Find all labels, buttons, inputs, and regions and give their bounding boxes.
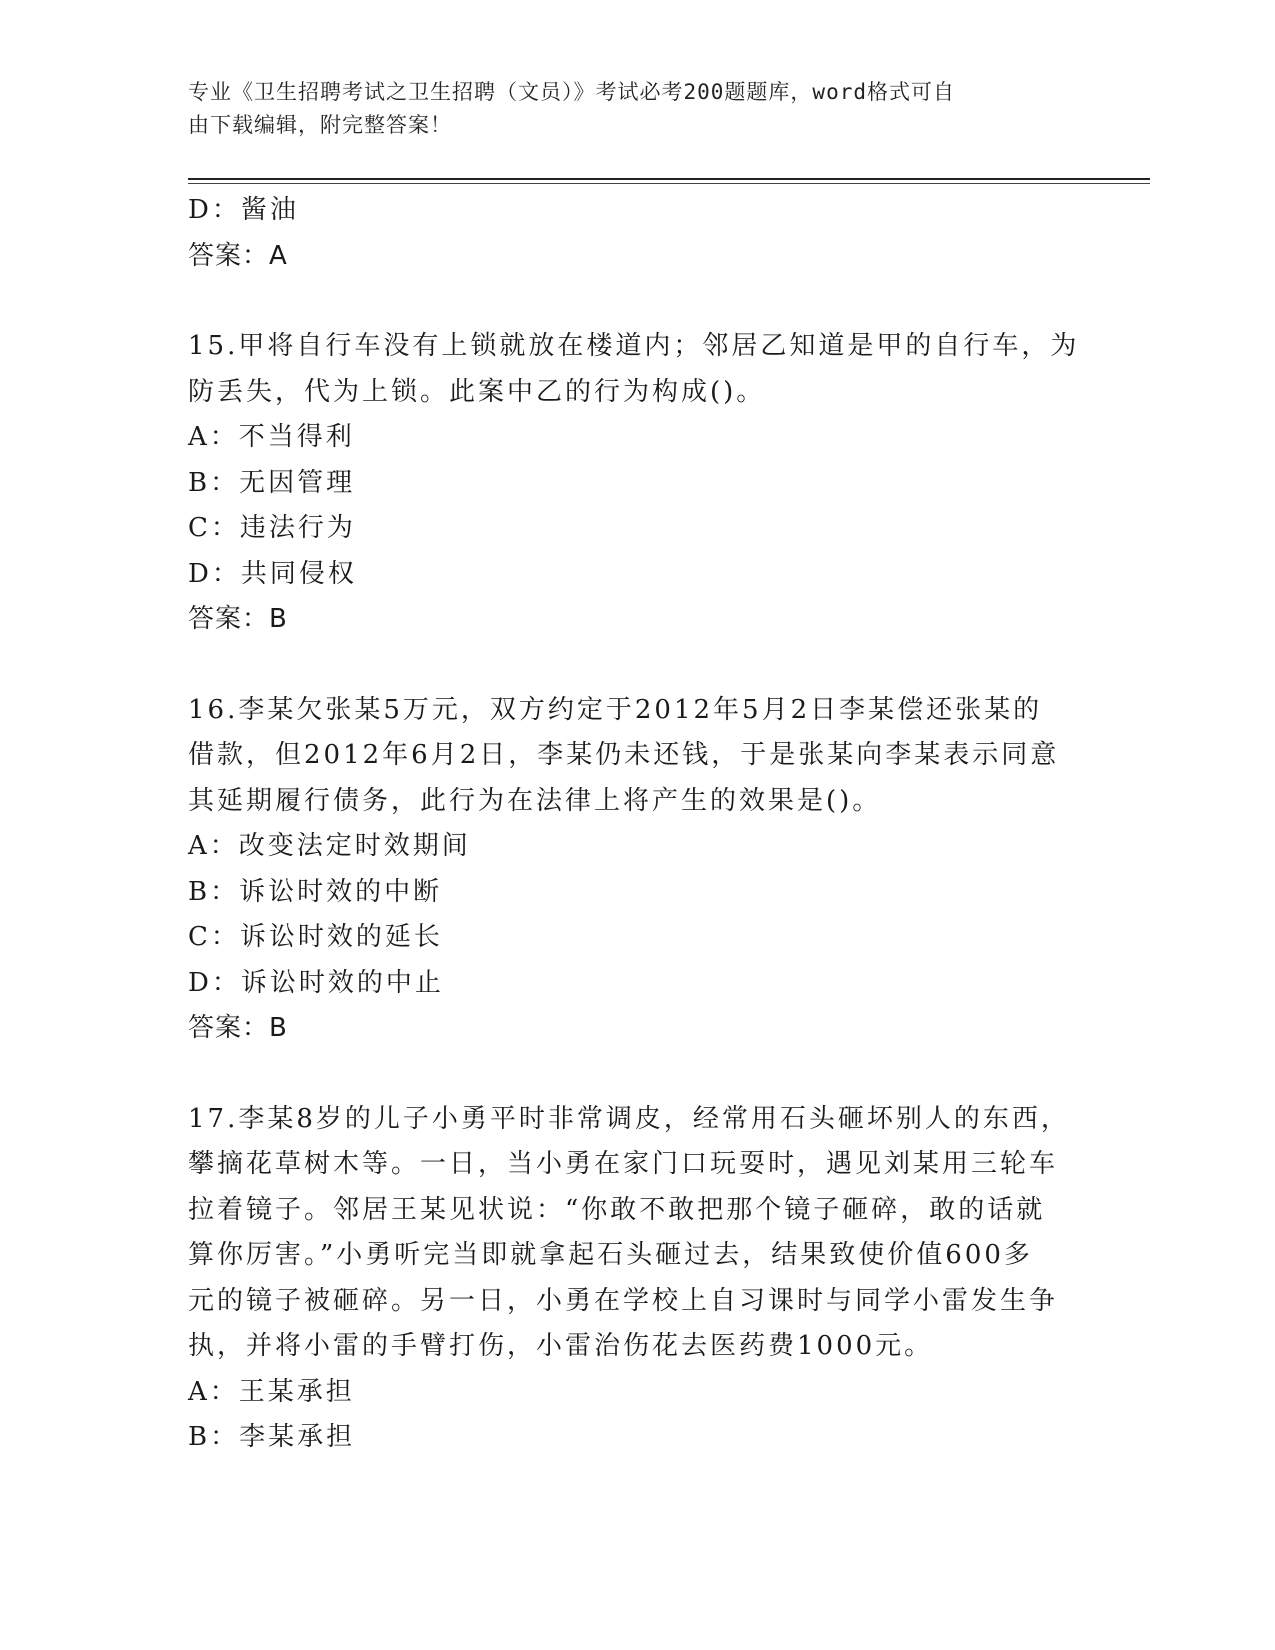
question-text: 16.李某欠张某5万元，双方约定于2012年5月2日李某偿还张某的 bbox=[188, 694, 1043, 725]
option-b: B：诉讼时效的中断 bbox=[188, 876, 443, 907]
question-text: 17.李某8岁的儿子小勇平时非常调皮，经常用石头砸坏别人的东西， bbox=[188, 1103, 1070, 1134]
header-rule bbox=[188, 178, 1150, 180]
previous-question-tail bbox=[188, 188, 1068, 279]
question-text: 其延期履行债务，此行为在法律上将产生的效果是()。 bbox=[188, 785, 882, 816]
option-b: B：李某承担 bbox=[188, 1422, 356, 1452]
question-text: 元的镜子被砸碎。另一日，小勇在学校上自习课时与同学小雷发生争 bbox=[188, 1285, 1059, 1316]
question-text: 15.甲将自行车没有上锁就放在楼道内；邻居乙知道是甲的自行车，为 bbox=[188, 331, 1080, 361]
header-line-2: 由下载编辑，附完整答案！ bbox=[188, 113, 452, 137]
option-c: C：诉讼时效的延长 bbox=[188, 922, 443, 952]
option-d: D：酱油 bbox=[188, 195, 299, 225]
option-a: A：改变法定时效期间 bbox=[188, 831, 471, 861]
question-text: 拉着镜子。邻居王某见状说：“你敢不敢把那个镜子砸碎，敢的话就 bbox=[188, 1194, 1046, 1225]
question-16 bbox=[188, 688, 1068, 1052]
option-c: C：违法行为 bbox=[188, 513, 356, 543]
question-text: 防丢失，代为上锁。此案中乙的行为构成()。 bbox=[188, 376, 766, 407]
option-a: A：不当得利 bbox=[188, 422, 355, 452]
answer: 答案：B bbox=[188, 604, 288, 634]
answer: 答案：A bbox=[188, 240, 288, 271]
page-header bbox=[188, 76, 1068, 142]
header-rule-thin bbox=[188, 183, 1150, 184]
answer: 答案：B bbox=[188, 1013, 288, 1043]
option-d: D：诉讼时效的中止 bbox=[188, 967, 444, 998]
question-text: 执，并将小雷的手臂打伤，小雷治伤花去医药费1000元。 bbox=[188, 1331, 934, 1361]
option-b: B：无因管理 bbox=[188, 467, 356, 498]
option-d: D：共同侵权 bbox=[188, 558, 357, 589]
option-a: A：王某承担 bbox=[188, 1376, 355, 1407]
header-line-1: 专业《卫生招聘考试之卫生招聘（文员）》考试必考200题题库，word格式可自 bbox=[188, 80, 955, 104]
question-text: 借款，但2012年6月2日，李某仍未还钱，于是张某向李某表示同意 bbox=[188, 740, 1060, 770]
question-text: 算你厉害。”小勇听完当即就拿起石头砸过去，结果致使价值600多 bbox=[188, 1240, 1033, 1270]
question-17 bbox=[188, 1097, 1068, 1461]
question-15 bbox=[188, 324, 1080, 643]
document-body bbox=[188, 188, 1080, 1461]
question-text: 攀摘花草树木等。一日，当小勇在家门口玩耍时，遇见刘某用三轮车 bbox=[188, 1149, 1059, 1179]
